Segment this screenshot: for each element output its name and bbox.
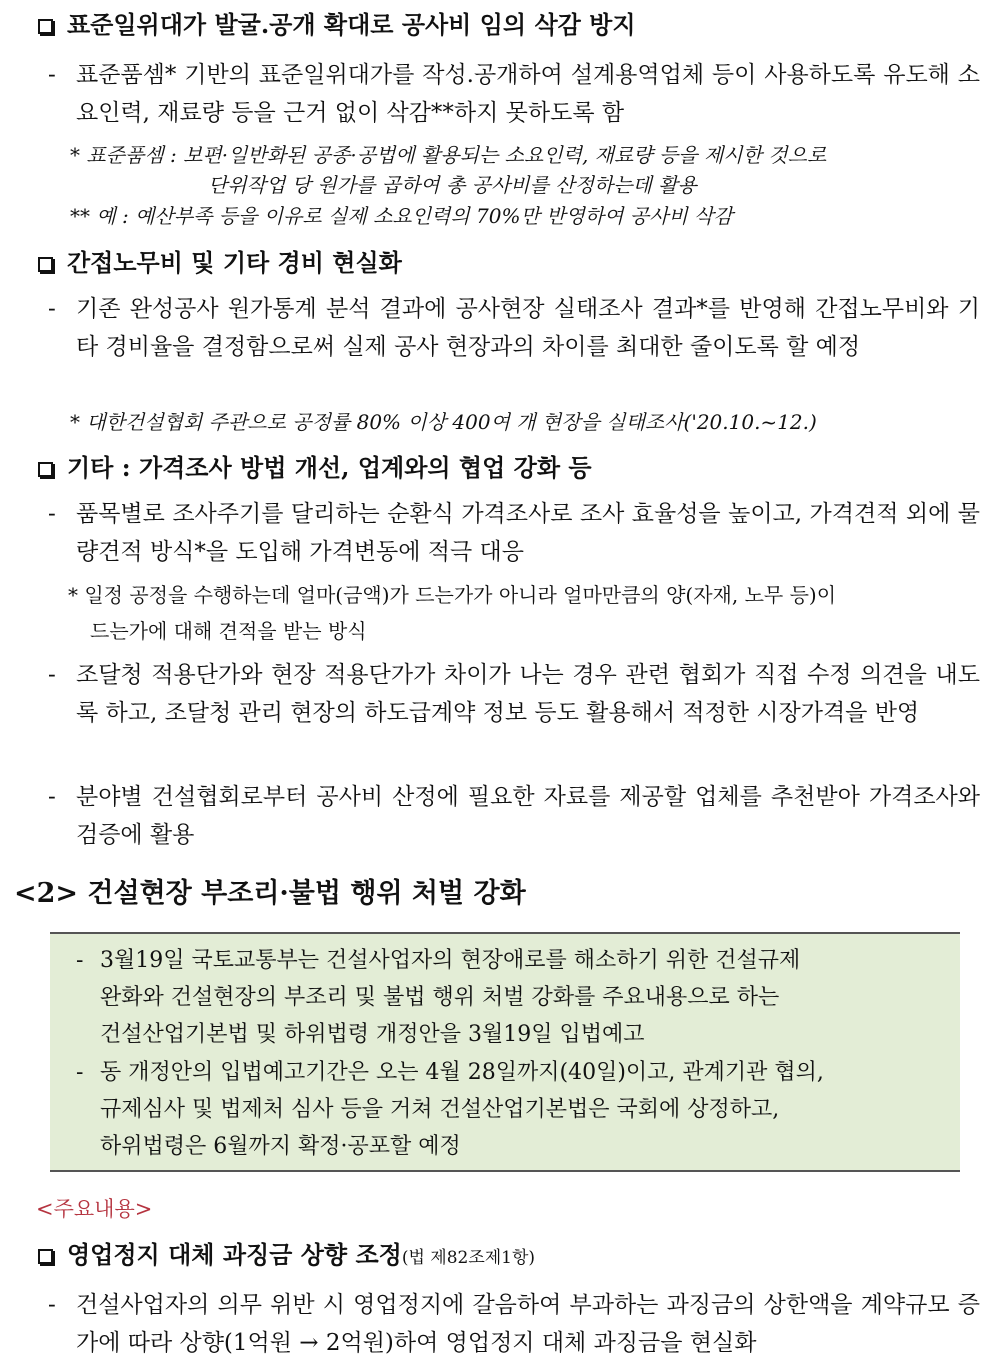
checkbox-square-icon: [38, 19, 53, 34]
footnote: 드는가에 대해 견적을 받는 방식: [90, 619, 367, 643]
dash-marker: -: [48, 662, 56, 688]
bullet-item: [48, 778, 980, 854]
section-heading-1: [38, 10, 636, 40]
footnote: ** 예 : 예산부족 등을 이유로 실제 소요인력의 70%만 반영하여 공사비 삭감: [70, 204, 733, 228]
footnote: * 일정 공정을 수행하는데 얼마(금액)가 드는가가 아니라 얼마만큼의 양(자재, 노무 등)이: [68, 583, 837, 607]
bullet-text: 표준품셈* 기반의 표준일위대가를 작성.공개하여 설계용역업체 등이 사용하도록 유도해 소요인력, 재료량 등을 근거 없이 삭감**하지 못하도록 함: [76, 62, 980, 126]
box-line: 건설산업기본법 및 하위법령 개정안을 3월19일 입법예고: [100, 1022, 645, 1047]
main-content-label: <주요내용>: [36, 1197, 153, 1221]
bullet-text: 분야별 건설협회로부터 공사비 산정에 필요한 자료를 제공할 업체를 추천받아 가격조사와 검증에 활용: [76, 784, 980, 848]
summary-box: [50, 932, 960, 1172]
bullet-text: 기존 완성공사 원가통계 분석 결과에 공사현장 실태조사 결과*를 반영해 간접노무비와 기타 경비율을 결정함으로써 실제 공사 현장과의 차이를 최대한 줄이도록 할 예정: [76, 296, 980, 360]
section-heading-text: 간접노무비 및 기타 경비 현실화: [67, 248, 402, 277]
bullet-item: [48, 495, 980, 571]
footnote: * 표준품셈 : 보편·일반화된 공종·공법에 활용되는 소요인력, 재료량 등을 제시한 것으로: [70, 143, 827, 167]
box-line: 규제심사 및 법제처 심사 등을 거쳐 건설산업기본법은 국회에 상정하고,: [100, 1097, 780, 1122]
bullet-text: 품목별로 조사주기를 달리하는 순환식 가격조사로 조사 효율성을 높이고, 가격견적 외에 물량견적 방식*을 도입해 가격변동에 적극 대응: [76, 501, 980, 565]
section-heading-3: [38, 453, 592, 483]
box-bullet: [76, 1054, 946, 1165]
bullet-text: 조달청 적용단가와 현장 적용단가가 차이가 나는 경우 관련 협회가 직접 수정 의견을 내도록 하고, 조달청 관리 현장의 하도급계약 정보 등도 활용해서 적정한 시장가격을 반영: [76, 662, 980, 726]
section-heading-text: 표준일위대가 발굴.공개 확대로 공사비 임의 삭감 방지: [67, 10, 636, 39]
dash-marker: -: [48, 784, 56, 810]
bullet-item: [48, 1286, 980, 1362]
box-line: 3월19일 국토교통부는 건설사업자의 현장애로를 해소하기 위한 건설규제: [100, 948, 801, 973]
section-heading-4: [38, 1240, 535, 1273]
bullet-item: [48, 656, 980, 732]
dash-marker: -: [76, 1060, 84, 1085]
section-heading-text: 영업정지 대체 과징금 상향 조정: [67, 1240, 402, 1269]
dash-marker: -: [48, 62, 56, 88]
dash-marker: -: [48, 501, 56, 527]
box-line: 완화와 건설현장의 부조리 및 불법 행위 처벌 강화를 주요내용으로 하는: [100, 985, 780, 1010]
bullet-item: [48, 290, 980, 366]
footnote: 단위작업 당 원가를 곱하여 총 공사비를 산정하는데 활용: [208, 173, 697, 197]
law-reference: (법 제82조제1항): [401, 1248, 536, 1268]
checkbox-square-icon: [38, 257, 53, 272]
checkbox-square-icon: [38, 1249, 53, 1264]
box-line: 하위법령은 6월까지 확정·공포할 예정: [100, 1134, 461, 1159]
dash-marker: -: [48, 296, 56, 322]
section-title: <2> 건설현장 부조리·불법 행위 처벌 강화: [14, 878, 526, 909]
dash-marker: -: [76, 948, 84, 973]
section-heading-2: [38, 248, 402, 278]
box-line: 동 개정안의 입법예고기간은 오는 4월 28일까지(40일)이고, 관계기관 협의,: [100, 1060, 824, 1085]
dash-marker: -: [48, 1292, 56, 1318]
footnote: * 대한건설협회 주관으로 공정률 80% 이상 400여 개 현장을 실태조사('20.10.~12.): [70, 410, 817, 434]
bullet-text: 건설사업자의 의무 위반 시 영업정지에 갈음하여 부과하는 과징금의 상한액을 계약규모 증가에 따라 상향(1억원 → 2억원)하여 영업정지 대체 과징금을 현실화: [76, 1292, 980, 1356]
bullet-item: [48, 56, 980, 132]
checkbox-square-icon: [38, 462, 53, 477]
box-bullet: [76, 942, 946, 1053]
section-heading-text: 기타 : 가격조사 방법 개선, 업계와의 협업 강화 등: [67, 453, 592, 482]
